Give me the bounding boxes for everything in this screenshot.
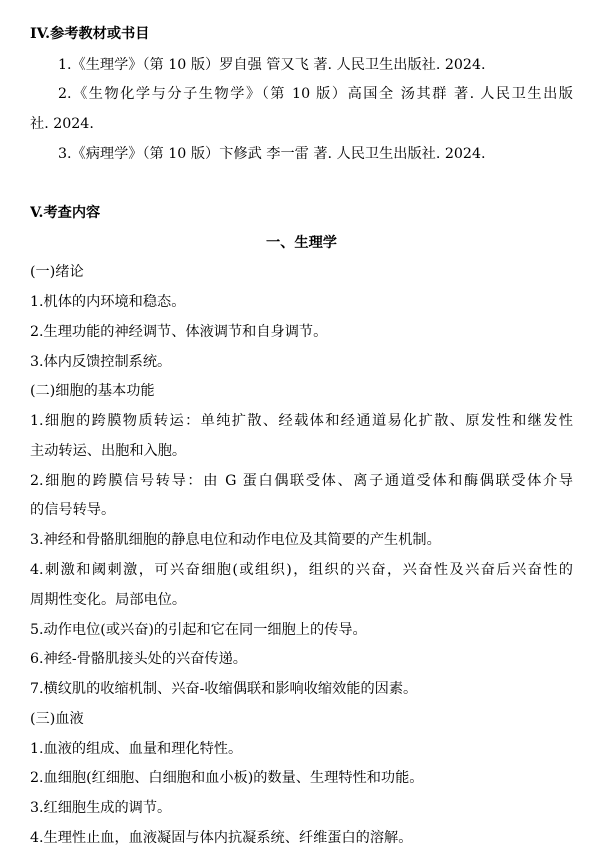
list-item: 3.红细胞生成的调节。	[30, 800, 172, 816]
section-v-heading: V.考查内容	[30, 205, 101, 221]
reference-item-2: 2.《生物化学与分子生物学》（第 10 版）高国全 汤其群 著. 人民卫生出版	[58, 86, 573, 102]
list-item: 2.生理功能的神经调节、体液调节和自身调节。	[30, 324, 328, 340]
physiology-title: 一、生理学	[266, 235, 337, 251]
reference-item-1: 1.《生理学》（第 10 版）罗自强 管又飞 著. 人民卫生出版社. 2024.	[58, 57, 486, 73]
list-item: 7.横纹肌的收缩机制、兴奋-收缩偶联和影响收缩效能的因素。	[30, 681, 418, 697]
list-item: 1.机体的内环境和稳态。	[30, 294, 186, 310]
subsection-heading: (一)绪论	[30, 264, 84, 280]
list-item: 3.体内反馈控制系统。	[30, 354, 172, 370]
reference-item-3: 3.《病理学》（第 10 版）卞修武 李一雷 著. 人民卫生出版社. 2024.	[58, 146, 486, 162]
list-item: 2.细胞的跨膜信号转导：由 G 蛋白偶联受体、离子通道受体和酶偶联受体介导	[30, 473, 573, 489]
list-item-continued: 周期性变化。局部电位。	[30, 592, 187, 608]
list-item: 4.刺激和阈刺激，可兴奋细胞(或组织)，组织的兴奋，兴奋性及兴奋后兴奋性的	[30, 562, 573, 578]
list-item: 6.神经-骨骼肌接头处的兴奋传递。	[30, 651, 247, 667]
list-item: 1.细胞的跨膜物质转运：单纯扩散、经载体和经通道易化扩散、原发性和继发性	[30, 413, 573, 429]
list-item-continued: 主动转运、出胞和入胞。	[30, 443, 187, 459]
list-item: 5.动作电位(或兴奋)的引起和它在同一细胞上的传导。	[30, 622, 367, 638]
list-item: 1.血液的组成、血量和理化特性。	[30, 741, 243, 757]
list-item: 2.血细胞(红细胞、白细胞和血小板)的数量、生理特性和功能。	[30, 770, 424, 786]
list-item-continued: 的信号转导。	[30, 502, 116, 518]
reference-item-2-continued: 社. 2024.	[30, 116, 94, 132]
list-item: 3.神经和骨骼肌细胞的静息电位和动作电位及其简要的产生机制。	[30, 532, 441, 548]
subsection-heading: (二)细胞的基本功能	[30, 383, 155, 399]
list-item: 4.生理性止血，血液凝固与体内抗凝系统、纤维蛋白的溶解。	[30, 830, 413, 846]
section-iv-heading: IV.参考教材或书目	[30, 26, 150, 42]
subsection-heading: (三)血液	[30, 711, 84, 727]
